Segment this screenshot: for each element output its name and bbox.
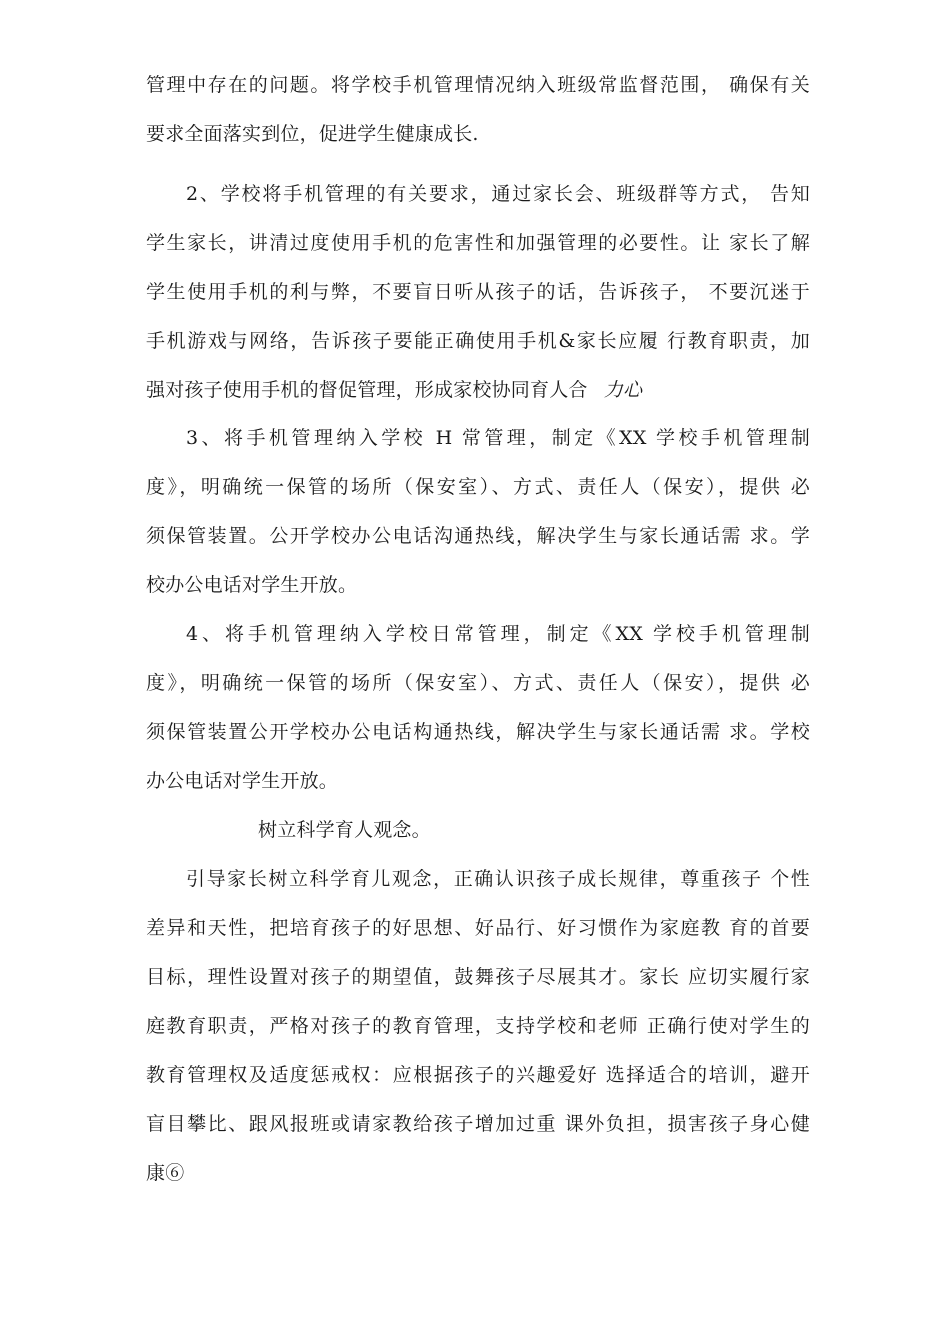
text-line-7-main: 强对孩子使用手机的督促管理，形成家校协同育人合 [146,379,588,401]
text-line-12: 4、将手机管理纳入学校日常管理，制定《XX 学校手机管理制 [186,623,810,645]
text-line-17: 引导家长树立科学育儿观念，正确认识孩子成长规律，尊重孩子 个性 [186,868,810,890]
section-heading: 树立科学育人观念。 [258,819,431,841]
text-line-20: 庭教育职责，严格对孩子的教育管理，支持学校和老师 正确行使对学生的 [146,1015,810,1037]
text-line-21: 教育管理权及适度惩戒权：应根据孩子的兴趣爱好 选择适合的培训，避开 [146,1064,810,1086]
text-line-3: 2、学校将手机管理的有关要求，通过家长会、班级群等方式， 告知 [186,183,810,205]
text-line-23: 康⑥ [146,1162,185,1184]
text-line-1: 管理中存在的问题。将学校手机管理情况纳入班级常监督范围， 确保有关 [146,74,810,96]
text-line-8: 3、将手机管理纳入学校 H 常管理，制定《XX 学校手机管理制 [186,427,810,449]
text-line-6: 手机游戏与网络，告诉孩子要能正确使用手机&家长应履 行教育职责，加 [146,330,810,352]
text-line-7-tail: 力心 [603,379,643,401]
text-line-2: 要求全面落实到位，促进学生健康成长. [146,123,479,145]
text-line-11: 校办公电话对学生开放。 [146,574,358,596]
text-line-4: 学生家长，讲清过度使用手机的危害性和加强管理的必要性。让 家长了解 [146,232,810,254]
text-line-15: 办公电话对学生开放。 [146,770,339,792]
text-line-18: 差异和天性，把培育孩子的好思想、好品行、好习惯作为家庭教 育的首要 [146,917,810,939]
text-line-22: 盲目攀比、跟风报班或请家教给孩子增加过重 课外负担，损害孩子身心健 [146,1113,810,1135]
text-line-13: 度》，明确统一保管的场所（保安室）、方式、责任人（保安），提供 必 [146,672,810,694]
text-line-7 [146,376,810,404]
text-line-19: 目标，理性设置对孩子的期望值，鼓舞孩子尽展其才。家长 应切实履行家 [146,966,810,988]
text-line-9: 度》，明确统一保管的场所（保安室）、方式、责任人（保安），提供 必 [146,476,810,498]
text-line-14: 须保管装置公开学校办公电话构通热线，解决学生与家长通话需 求。学校 [146,721,810,743]
text-line-5: 学生使用手机的利与弊，不要盲日听从孩子的话，告诉孩子， 不要沉迷于 [146,281,810,303]
text-line-10: 须保管装置。公开学校办公电话沟通热线，解决学生与家长通话需 求。学 [146,525,810,547]
